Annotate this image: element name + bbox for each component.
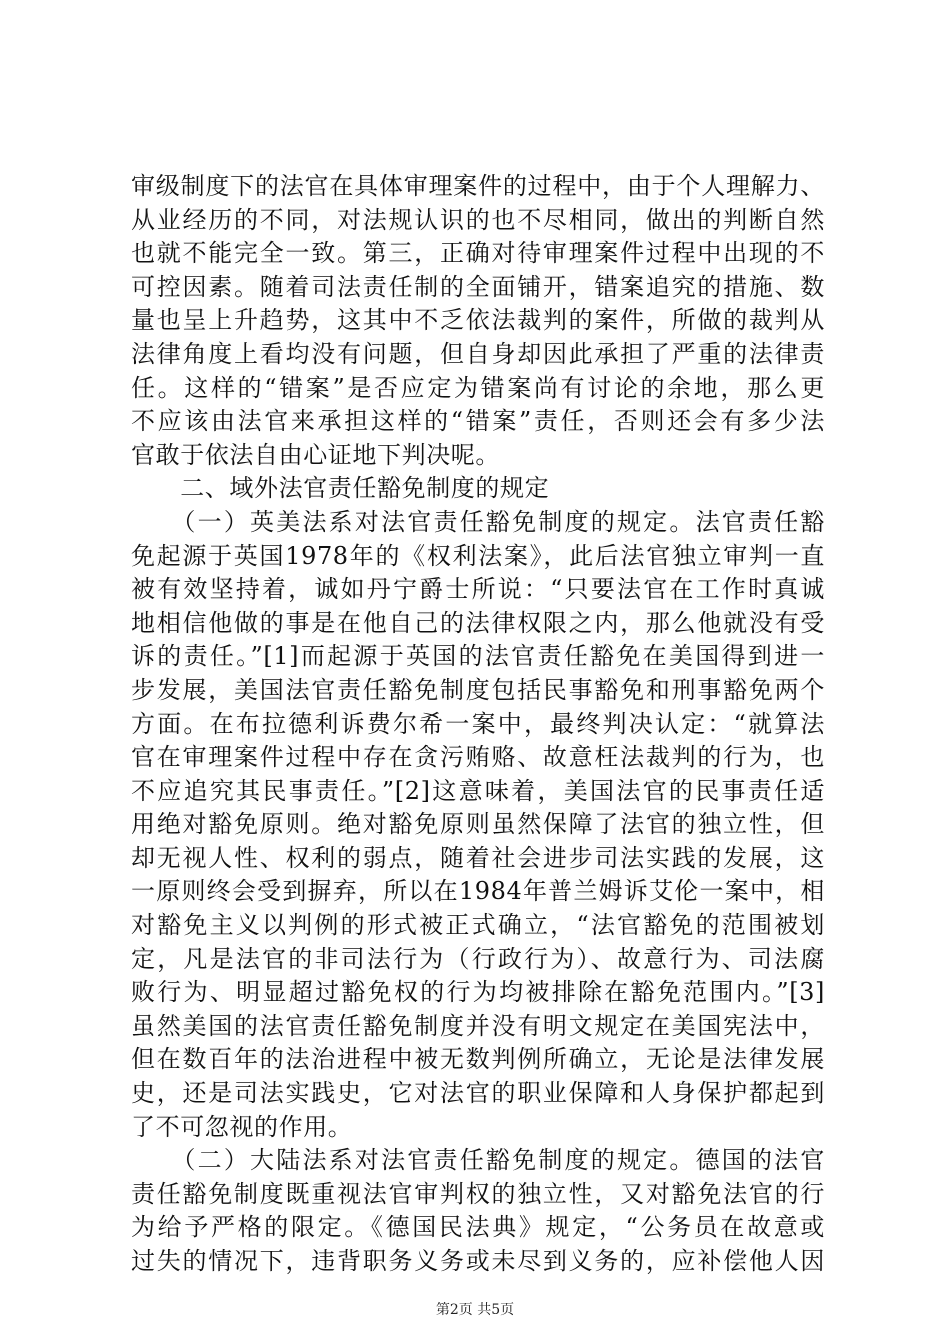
text-line: 方面。在布拉德利诉费尔希一案中，最终判决认定：“就算法 — [131, 709, 825, 738]
text-line: 过失的情况下，违背职务义务或未尽到义务的，应补偿他人因 — [131, 1247, 825, 1275]
text-line: 不应追究其民事责任。”[2]这意味着，美国法官的民事责任适 — [131, 776, 825, 805]
text-line: 从业经历的不同，对法规认识的也不尽相同，做出的判断自然 — [131, 205, 825, 234]
text-line: 责任豁免制度既重视法官审判权的独立性，又对豁免法官的行 — [131, 1179, 825, 1208]
body-text — [131, 170, 825, 1279]
text-line: 定，凡是法官的非司法行为（行政行为）、故意行为、司法腐 — [131, 944, 825, 973]
text-line: 官敢于依法自由心证地下判决呢。 — [131, 440, 500, 469]
text-line: 败行为、明显超过豁免权的行为均被排除在豁免范围内。”[3] — [131, 978, 825, 1007]
text-line: 可控因素。随着司法责任制的全面铺开，错案追究的措施、数 — [131, 272, 825, 301]
text-line: 史，还是司法实践史，它对法官的职业保障和人身保护都起到 — [131, 1079, 825, 1108]
text-line: 任。这样的“错案”是否应定为错案尚有讨论的余地，那么更 — [131, 373, 825, 402]
text-line: 官在审理案件过程中存在贪污贿赂、故意枉法裁判的行为，也 — [131, 743, 825, 772]
text-line: 却无视人性、权利的弱点，随着社会进步司法实践的发展，这 — [131, 843, 825, 872]
text-line: 审级制度下的法官在具体审理案件的过程中，由于个人理解力、 — [131, 172, 825, 200]
text-line: （一）英美法系对法官责任豁免制度的规定。法官责任豁 — [131, 507, 825, 536]
text-line: 量也呈上升趋势，这其中不乏依法裁判的案件，所做的裁判从 — [131, 306, 825, 335]
text-line: 法律角度上看均没有问题，但自身却因此承担了严重的法律责 — [131, 339, 825, 368]
text-line: 诉的责任。”[1]而起源于英国的法官责任豁免在美国得到进一 — [131, 642, 825, 671]
text-line: 用绝对豁免原则。绝对豁免原则虽然保障了法官的独立性，但 — [131, 810, 825, 839]
text-line: 为给予严格的限定。《德国民法典》规定，“公务员在故意或 — [131, 1213, 825, 1242]
text-line: 免起源于英国1978年的《权利法案》，此后法官独立审判一直 — [131, 541, 825, 570]
text-line: 虽然美国的法官责任豁免制度并没有明文规定在美国宪法中， — [131, 1011, 825, 1040]
text-line: 被有效坚持着，诚如丹宁爵士所说：“只要法官在工作时真诚 — [131, 575, 825, 604]
text-line: 一原则终会受到摒弃，所以在1984年普兰姆诉艾伦一案中，相 — [131, 877, 825, 906]
text-line: 对豁免主义以判例的形式被正式确立，“法官豁免的范围被划 — [131, 911, 825, 940]
page-footer: 第2页 共5页 — [435, 1302, 515, 1318]
text-line: 了不可忽视的作用。 — [131, 1112, 353, 1141]
text-line: 地相信他做的事是在他自己的法律权限之内，那么他就没有受 — [131, 608, 825, 637]
text-line: 不应该由法官来承担这样的“错案”责任，否则还会有多少法 — [131, 407, 825, 436]
text-line: 二、域外法官责任豁免制度的规定 — [131, 474, 550, 503]
text-line: 也就不能完全一致。第三，正确对待审理案件过程中出现的不 — [131, 239, 825, 268]
text-line: 步发展，美国法官责任豁免制度包括民事豁免和刑事豁免两个 — [131, 675, 825, 704]
text-line: （二）大陆法系对法官责任豁免制度的规定。德国的法官 — [131, 1146, 825, 1175]
text-line: 但在数百年的法治进程中被无数判例所确立，无论是法律发展 — [131, 1045, 825, 1074]
